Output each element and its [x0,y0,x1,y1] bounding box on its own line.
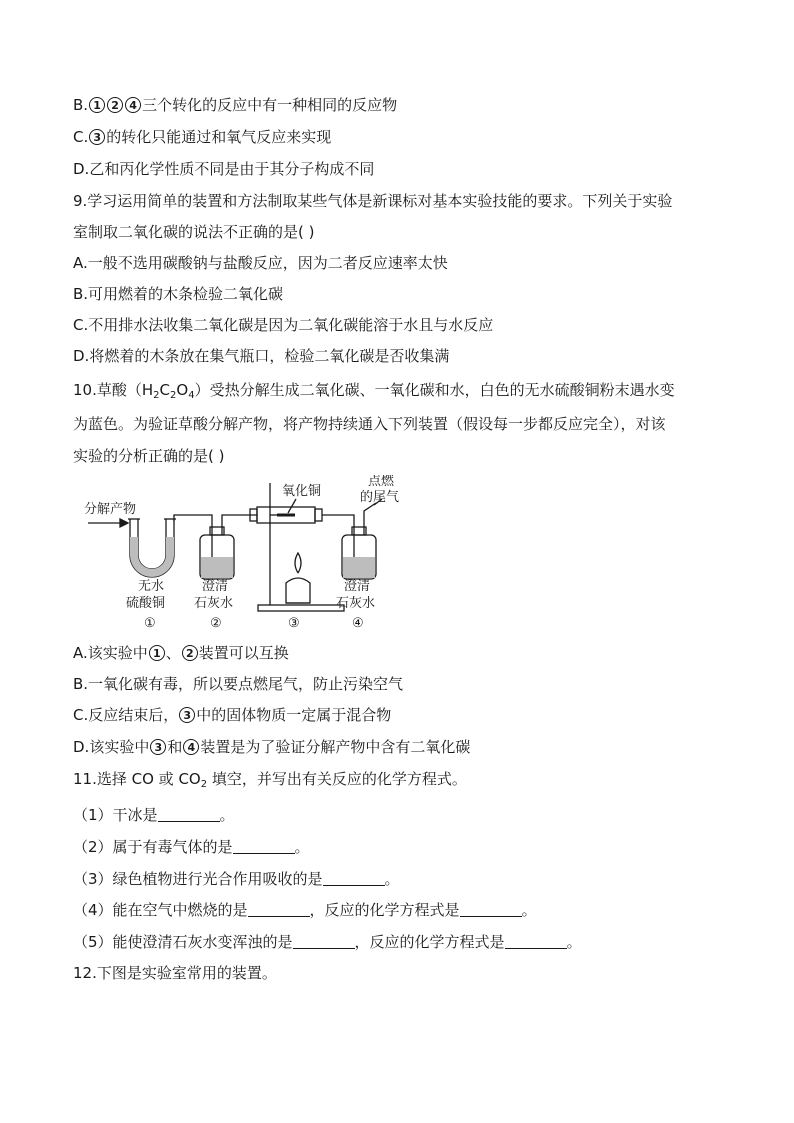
flame [295,553,301,573]
answer-blank[interactable] [323,871,385,886]
option-c-prev: C. 3 的转化只能通过和氧气反应来实现 [73,128,332,146]
label-cuo: 氧化铜 [282,484,322,499]
circle-number-2: 2 [182,645,198,661]
q11-item-1: （1）干冰是 。 [73,806,235,824]
circle-number-3: 3 [150,739,166,755]
q10-stem-1: 10.草酸$(H_2C_2O_4)$受热分解生成二氧化碳、一氧化碳和水，白色的无水硫酸铜粉末遇水变 [73,381,675,401]
q10-option-d: D.该实验中 3 和 4 装置是为了验证分解产物中含有二氧化碳 [73,738,471,756]
q9-stem-2: 室制取二氧化碳的说法不正确的是( ) [73,223,315,241]
q9-option-c: C.不用排水法收集二氧化碳是因为二氧化碳能溶于水且与水反应 [73,316,494,334]
q11-item-5: （5）能使澄清石灰水变浑浊的是 ，反应的化学方程式是 。 [73,933,582,951]
answer-blank[interactable] [460,902,522,917]
answer-blank[interactable] [505,934,567,949]
answer-blank[interactable] [293,934,355,949]
answer-blank[interactable] [248,902,310,917]
q11-item-4: （4）能在空气中燃烧的是 ，反应的化学方程式是 。 [73,901,537,919]
label-n2: ② [210,616,222,631]
apparatus-diagram [82,475,422,635]
alcohol-lamp [286,578,310,603]
circle-number-1: 1 [149,645,165,661]
q10-option-a: A.该实验中 1 、 2 装置可以互换 [73,644,289,662]
option-b-prev: B. 1 2 4 三个转化的反应中有一种相同的反应物 [73,96,398,114]
q11-item-3: （3）绿色植物进行光合作用吸收的是 。 [73,870,400,888]
q11-stem: 11.选择 CO 或 $CO_2$ 填空，并写出有关反应的化学方程式。 [73,770,467,790]
answer-blank[interactable] [233,839,295,854]
q9-option-a: A.一般不选用碳酸钠与盐酸反应，因为二者反应速率太快 [73,254,448,272]
q9-stem-1: 9.学习运用简单的装置和方法制取某些气体是新课标对基本实验技能的要求。下列关于实验 [73,192,673,210]
circle-number-1: 1 [89,97,105,113]
answer-blank[interactable] [158,807,220,822]
pipe-2 [222,515,257,535]
label-b4-1: 澄清 [344,579,371,594]
u-tube-inner [138,519,166,569]
q9-option-d: D.将燃着的木条放在集气瓶口，检验二氧化碳是否收集满 [73,347,450,365]
label-inlet: 分解产物 [84,502,137,517]
q10-stem-2: 为蓝色。为验证草酸分解产物，将产物持续通入下列装置（假设每一步都反应完全），对该 [73,415,666,433]
label-exhaust-1: 点燃 [368,475,395,489]
option-d-prev: D.乙和丙化学性质不同是由于其分子构成不同 [73,160,375,178]
label-u-2: 硫酸铜 [126,596,166,611]
circle-number-2: 2 [107,97,123,113]
label-b2-1: 澄清 [202,579,229,594]
label-b2-2: 石灰水 [194,596,234,611]
q10-stem-3: 实验的分析正确的是( ) [73,447,225,465]
circle-number-3: 3 [89,129,105,145]
q9-option-b: B.可用燃着的木条检验二氧化碳 [73,285,284,303]
label-b4-2: 石灰水 [336,596,376,611]
circle-number-4: 4 [125,97,141,113]
pipe-3 [322,515,354,535]
q10-option-b: B.一氧化碳有毒，所以要点燃尾气，防止污染空气 [73,675,404,693]
label-n4: ④ [352,616,364,631]
pipe-1 [174,515,212,535]
label-n1: ① [144,616,156,631]
q10-option-c: C.反应结束后， 3 中的固体物质一定属于混合物 [73,706,392,724]
q11-item-2: （2）属于有毒气体的是 。 [73,838,310,856]
arrow-head [120,519,128,527]
circle-number-4: 4 [183,739,199,755]
label-exhaust-2: 的尾气 [360,490,400,505]
circle-number-3: 3 [179,707,195,723]
q12-stem: 12.下图是实验室常用的装置。 [73,964,277,982]
label-u-1: 无水 [138,579,165,594]
label-n3: ③ [288,616,300,631]
